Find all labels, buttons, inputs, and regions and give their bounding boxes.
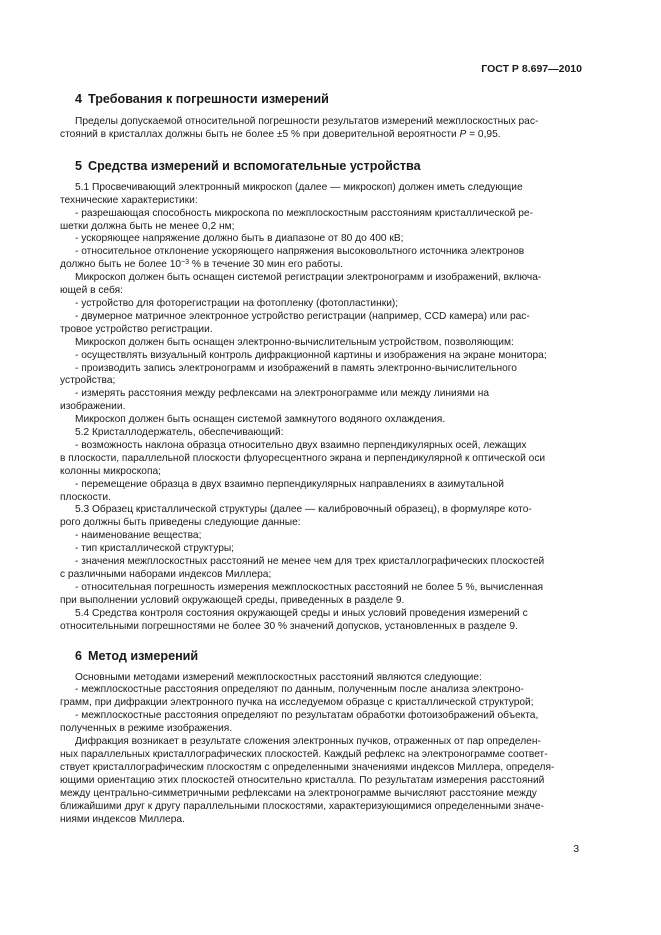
s5-line: - значения межплоскостных расстояний не менее чем для трех кристаллографических плоскостей <box>75 556 545 568</box>
s6-line: между центрально-симметричными рефлексами на электронограмме вычисляют расстояние между <box>60 787 537 799</box>
s5-line: относительными погрешностями не более 30 % значений допусков, установленных в разделе 9. <box>60 620 518 632</box>
s6-line: - межплоскостные расстояния определяют по результатам обработки фотоизображений объекта, <box>75 710 539 722</box>
s5-line: шетки должна быть не менее 0,2 нм; <box>60 220 235 232</box>
section-6-body <box>60 672 582 827</box>
s4-line-2 <box>60 129 582 142</box>
section-5-heading <box>75 159 582 174</box>
section-5-title: Средства измерений и вспомогательные устройства <box>88 158 421 173</box>
s4-line-1 <box>75 116 582 129</box>
s5-line: в плоскости, параллельной плоскости флуоресцентного экрана и перпендикулярной к оптической оси <box>60 452 546 464</box>
s5-line: 5.2 Кристаллодержатель, обеспечивающий: <box>75 427 284 439</box>
s5-line: - измерять расстояния между рефлексами на электронограмме или между линиями на <box>75 388 490 400</box>
section-4-paragraph <box>60 116 582 142</box>
s4-line-2-end: = 0,95. <box>466 128 501 140</box>
s5-line: - возможность наклона образца относительно двух взаимно перпендикулярных осей, лежащих <box>75 439 527 451</box>
s5-line: - перемещение образца в двух взаимно перпендикулярных направлениях в азимутальной <box>75 478 504 490</box>
s5-line: - двумерное матричное электронное устройство регистрации (например, CCD камера) или рас- <box>75 310 530 322</box>
s5-line: при выполнении условий окружающей среды, приведенных в разделе 9. <box>60 594 405 606</box>
section-6-title: Метод измерений <box>88 648 199 663</box>
s5-line: - устройство для фоторегистрации на фотопленку (фотопластинки); <box>75 297 399 309</box>
exp-sup: −3 <box>181 259 190 267</box>
s6-line: грамм, при дифракции электронного пучка на исследуемом образце с кристаллической структурой; <box>60 697 534 709</box>
probability-var: P <box>459 128 467 140</box>
s5-line: плоскости. <box>60 491 111 503</box>
s6-line: Основными методами измерений межплоскостных расстояний являются следующие: <box>75 671 482 683</box>
s5-line: - ускоряющее напряжение должно быть в диапазоне от 80 до 400 кВ; <box>75 233 404 245</box>
s5-line: ющей в себя: <box>60 285 123 297</box>
section-5-body <box>60 182 582 634</box>
s5-line: изображении. <box>60 401 126 413</box>
s6-line: ных параллельных кристаллографических плоскостей. Каждый рефлекс на электронограмме соответ- <box>60 748 548 760</box>
s5-exponent-line <box>60 259 582 272</box>
page-number: 3 <box>573 844 579 855</box>
s6-line: ющими ориентацию этих плоскостей относительно кристалла. По результатам измерения расстояний <box>60 774 545 786</box>
s5-line: - относительная погрешность измерения межплоскостных расстояний не более 5 %, вычисленная <box>75 581 544 593</box>
s5-line: 5.1 Просвечивающий электронный микроскоп (далее — микроскоп) должен иметь следующие <box>75 181 523 193</box>
section-5-number: 5 <box>75 158 83 173</box>
section-4-title: Требования к погрешности измерений <box>88 92 329 106</box>
s5-line: - относительное отклонение ускоряющего напряжения высоковольтного источника электронов <box>75 246 525 258</box>
s5-line: Микроскоп должен быть оснащен системой замкнутого водяного охлаждения. <box>75 414 446 426</box>
s5-line: рого должны быть приведены следующие данные: <box>60 517 301 529</box>
s4-line-2-text: стояний в кристаллах должны быть не более ±5 % при доверительной вероятности <box>60 128 460 140</box>
s6-line: полученных в режиме изображения. <box>60 723 233 735</box>
s5-line: 5.3 Образец кристаллической структуры (далее — калибровочный образец), в формуляре кото- <box>75 504 532 516</box>
s6-line: ствует кристаллографическим плоскостям с определенными значениями индексов Миллера, определя- <box>60 761 555 773</box>
s6-line: ближайшими друг к другу параллельными плоскостями, характеризующимися определенными значе- <box>60 800 544 812</box>
s5-line: тровое устройство регистрации. <box>60 323 213 335</box>
content-body <box>60 92 582 826</box>
section-4-heading <box>75 92 582 107</box>
s5-line: 5.4 Средства контроля состояния окружающей среды и иных условий проведения измерений с <box>75 607 528 619</box>
s5-line: с различными наборами индексов Миллера; <box>60 569 272 580</box>
s5-line: - наименование вещества; <box>75 530 202 542</box>
s5-line: - разрешающая способность микроскопа по межплоскостным расстояниям кристаллической ре- <box>75 207 533 219</box>
s5-line: Микроскоп должен быть оснащен электронно-вычислительным устройством, позволяющим: <box>75 336 514 348</box>
s5-line: - производить запись электронограмм и изображений в память электронно-вычислительного <box>75 362 517 374</box>
s5-line: колонны микроскопа; <box>60 465 161 477</box>
s5-line: Микроскоп должен быть оснащен системой регистрации электронограмм и изображений, включа- <box>75 272 542 284</box>
s5-line: - тип кристаллической структуры; <box>75 543 235 555</box>
s6-line: ниями индексов Миллера. <box>60 813 185 825</box>
section-6-heading <box>75 649 582 664</box>
s6-line: Дифракция возникает в результате сложения электронных пучков, отраженных от пар определен- <box>75 736 541 748</box>
exp-pre: должно быть не более 10 <box>60 259 182 271</box>
s5-line: устройства; <box>60 375 116 387</box>
s5-line: технические характеристики: <box>60 194 198 206</box>
standard-header: ГОСТ Р 8.697—2010 <box>481 63 582 75</box>
s6-line: - межплоскостные расстояния определяют по данным, полученным после анализа электроно- <box>75 684 524 696</box>
section-6-number: 6 <box>75 648 83 663</box>
s5-line: - осуществлять визуальный контроль дифракционной картины и изображения на экране монитора; <box>75 349 547 361</box>
exp-post: % в течение 30 мин его работы. <box>189 259 344 271</box>
section-4-number: 4 <box>75 92 83 106</box>
s4-line-1-text: Пределы допускаемой относительной погрешности результатов измерений межплоскостных рас- <box>75 116 539 127</box>
